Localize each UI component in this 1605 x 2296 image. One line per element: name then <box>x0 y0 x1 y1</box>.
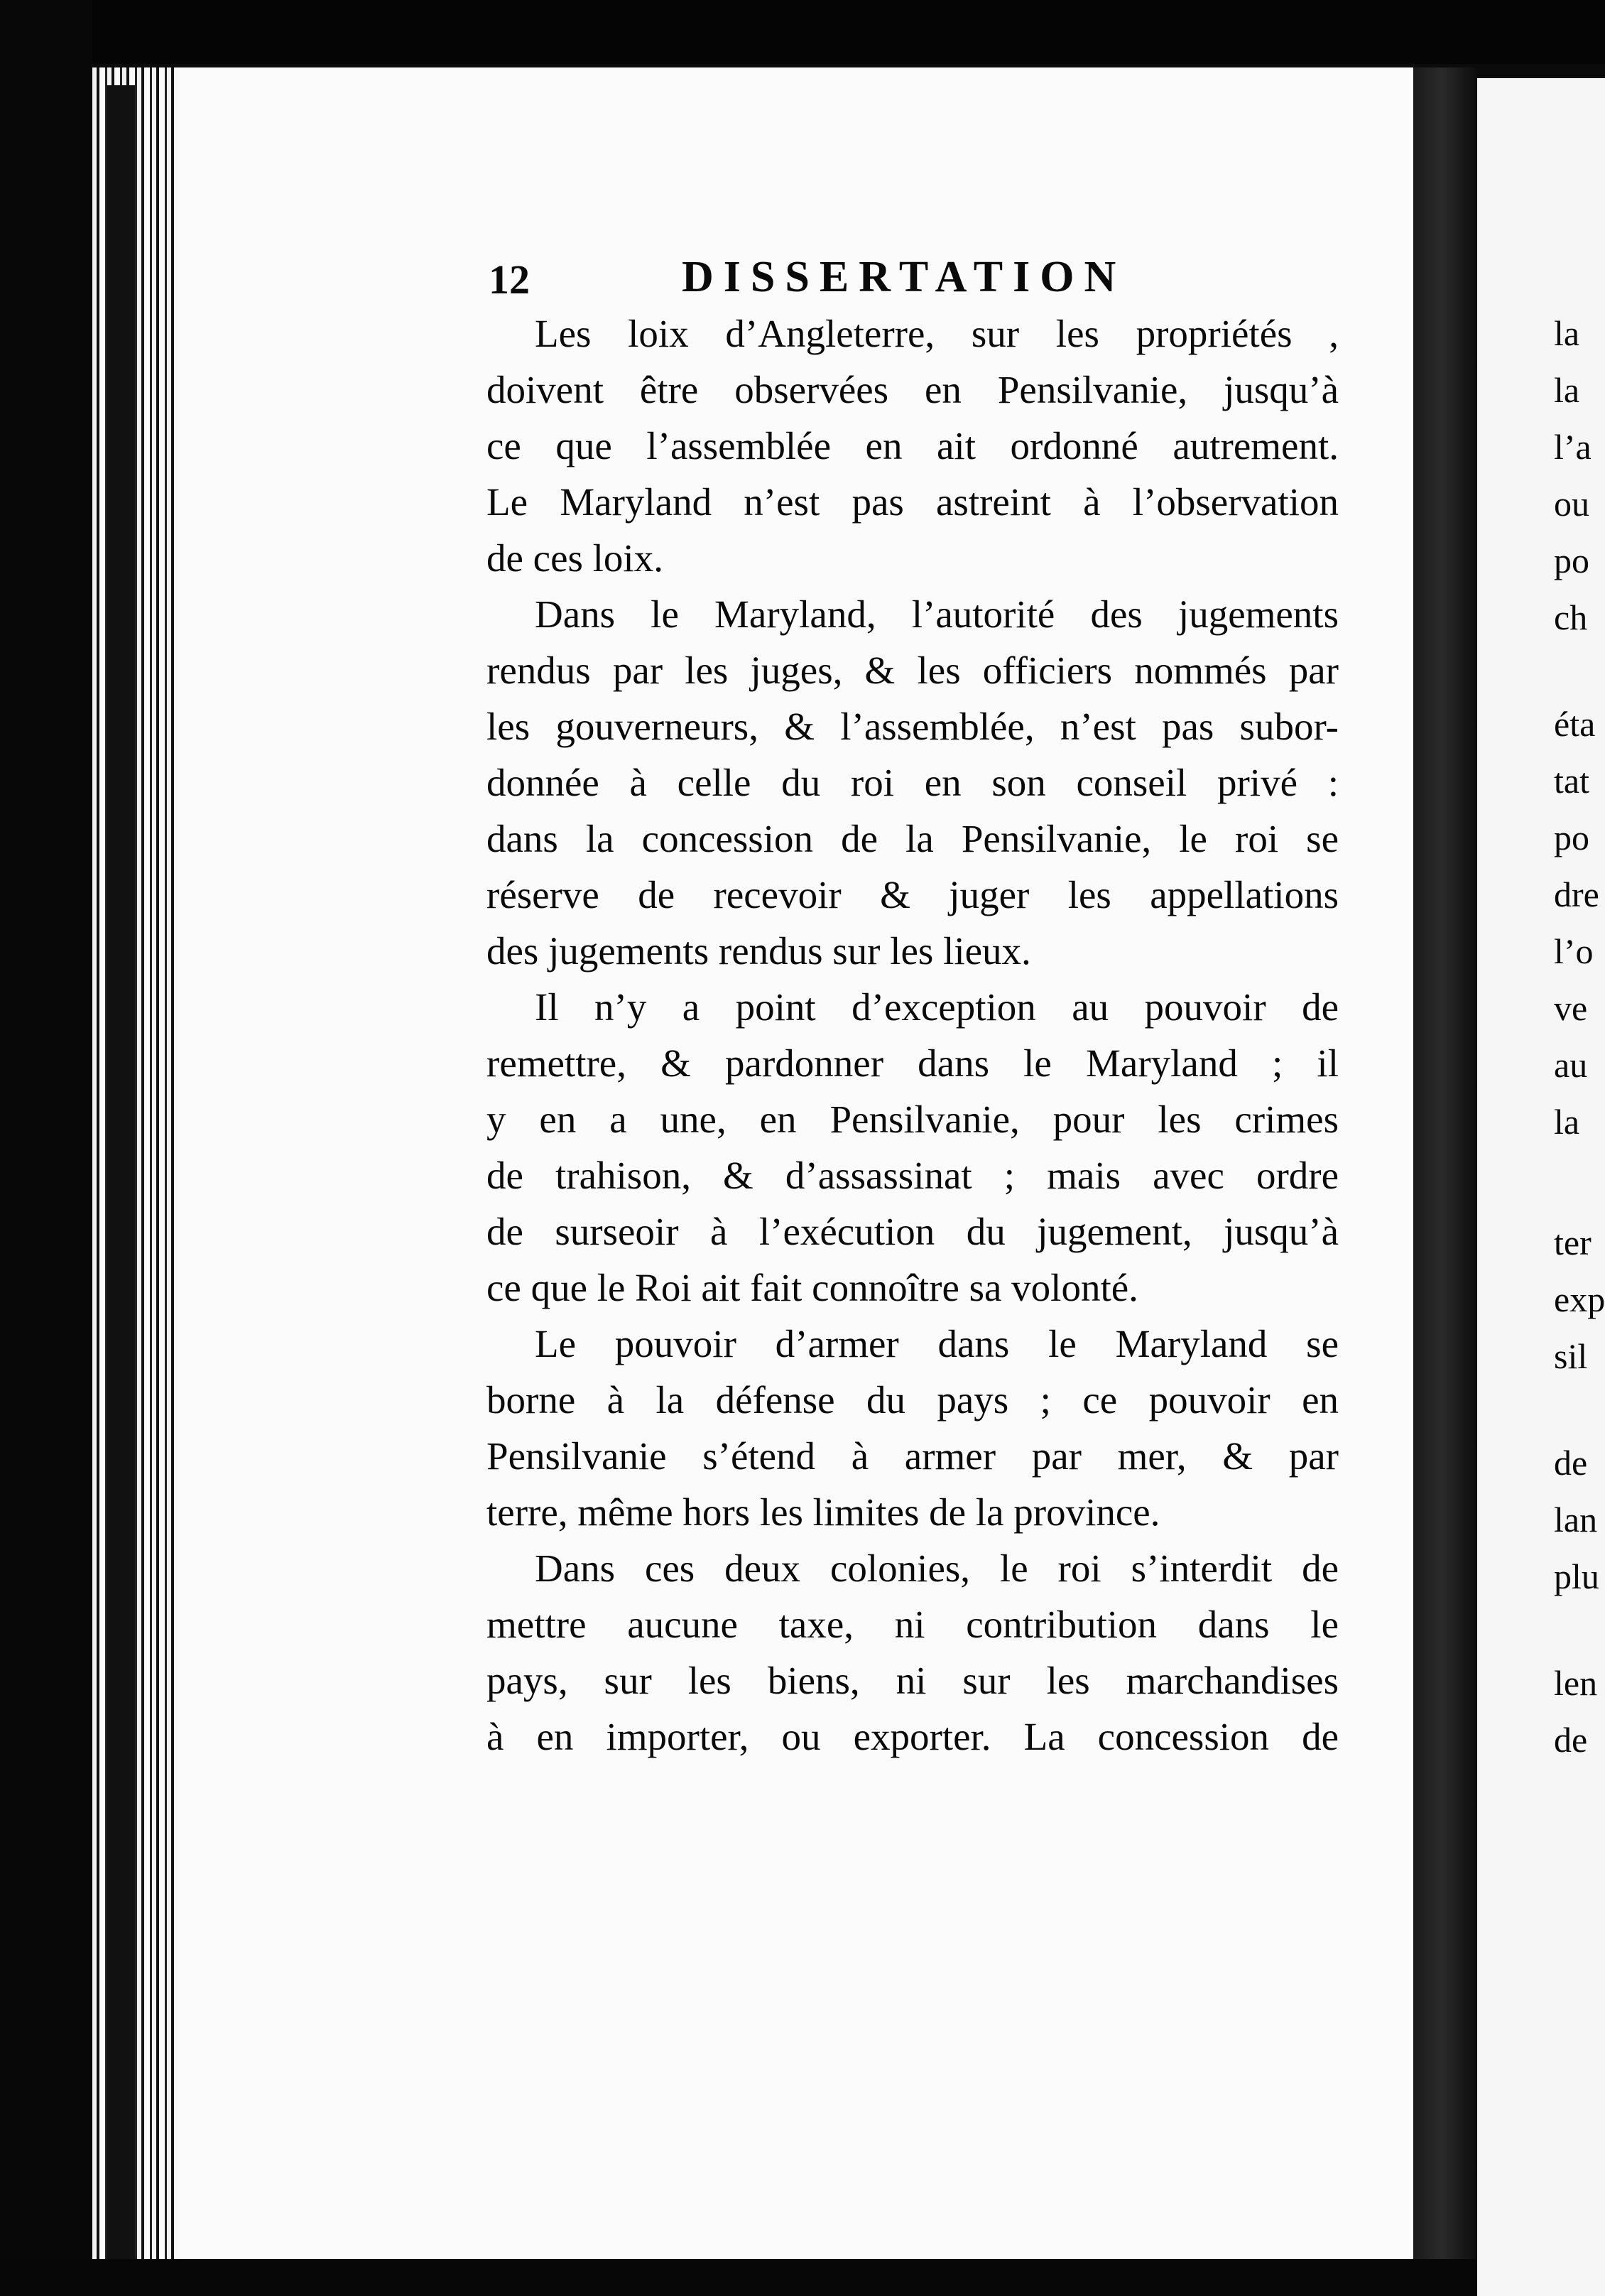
text-line: Le Maryland n’est pas astreint à l’observation <box>486 480 1339 524</box>
facing-page-fragment: l’o <box>1554 931 1594 971</box>
text-line: terre, même hors les limites de la province. <box>486 1490 1160 1534</box>
scan-border-left <box>0 0 92 2296</box>
text-line: réserve de recevoir & juger les appellations <box>486 873 1339 916</box>
facing-page-fragment: sil <box>1554 1336 1588 1376</box>
text-line: Il n’y a point d’exception au pouvoir de <box>535 985 1339 1029</box>
facing-page-fragment: la <box>1554 370 1580 410</box>
text-line: Dans le Maryland, l’autorité des jugements <box>535 592 1339 636</box>
facing-page-fragment: ter <box>1554 1223 1592 1262</box>
facing-page-fragment: po <box>1554 541 1589 580</box>
text-line: dans la concession de la Pensilvanie, le roi se <box>486 817 1339 860</box>
text-line: pays, sur les biens, ni sur les marchandises <box>486 1659 1339 1702</box>
scan-border-bottom <box>0 2259 1477 2296</box>
paragraph-1 <box>486 305 1339 586</box>
text-line: les gouverneurs, & l’assemblée, n’est pas subor- <box>486 705 1339 748</box>
text-line: y en a une, en Pensilvanie, pour les crimes <box>486 1098 1339 1141</box>
paragraph-3 <box>486 979 1339 1316</box>
facing-page-fragment: éta <box>1554 704 1596 744</box>
facing-page-fragment: plu <box>1554 1556 1599 1596</box>
facing-page <box>1477 78 1605 2296</box>
binding-shadow <box>107 85 135 2259</box>
facing-page-fragment: de <box>1554 1443 1588 1483</box>
facing-page-fragment: de <box>1554 1720 1588 1760</box>
book-gutter <box>1413 67 1477 2284</box>
text-line: ce que l’assemblée en ait ordonné autrement. <box>486 424 1339 467</box>
book-page-edges <box>92 67 178 2263</box>
text-line: de trahison, & d’assassinat ; mais avec ordre <box>486 1154 1339 1197</box>
facing-page-fragment: la <box>1554 313 1580 353</box>
text-line: mettre aucune taxe, ni contribution dans le <box>486 1603 1339 1646</box>
facing-page-fragment: ch <box>1554 597 1588 637</box>
text-line: Pensilvanie s’étend à armer par mer, & par <box>486 1434 1339 1478</box>
text-line: Le pouvoir d’armer dans le Maryland se <box>535 1322 1339 1365</box>
text-line: à en importer, ou exporter. La concession de <box>486 1715 1339 1758</box>
text-line: borne à la défense du pays ; ce pouvoir en <box>486 1378 1339 1422</box>
facing-page-fragment: l’a <box>1554 427 1592 467</box>
body-text <box>486 305 1339 1765</box>
facing-page-fragment: au <box>1554 1045 1588 1085</box>
text-line: rendus par les juges, & les officiers nommés par <box>486 649 1339 692</box>
text-line: remettre, & pardonner dans le Maryland ; il <box>486 1041 1339 1085</box>
text-line: de surseoir à l’exécution du jugement, jusqu’à <box>486 1210 1339 1253</box>
paragraph-4 <box>486 1316 1339 1540</box>
facing-page-fragment: len <box>1554 1663 1598 1703</box>
text-line: des jugements rendus sur les lieux. <box>486 929 1031 973</box>
paragraph-5 <box>486 1540 1339 1765</box>
facing-page-fragment: exp <box>1554 1279 1605 1319</box>
text-line: donnée à celle du roi en son conseil privé : <box>486 761 1339 804</box>
facing-page-fragment: po <box>1554 818 1589 857</box>
page-number: 12 <box>489 256 530 303</box>
facing-page-fragment: ou <box>1554 484 1589 524</box>
facing-page-fragment: tat <box>1554 761 1589 801</box>
text-line: Dans ces deux colonies, le roi s’interdit de <box>535 1547 1339 1590</box>
text-line: de ces loix. <box>486 536 663 580</box>
facing-page-fragment: la <box>1554 1102 1580 1142</box>
running-title: DISSERTATION <box>682 253 1126 301</box>
scan-border-top <box>0 0 1605 64</box>
text-line: Les loix d’Angleterre, sur les propriétés , <box>535 312 1339 355</box>
facing-page-fragment: lan <box>1554 1500 1598 1539</box>
facing-page-fragment: ve <box>1554 988 1588 1028</box>
text-line: ce que le Roi ait fait connoître sa volonté. <box>486 1266 1138 1309</box>
facing-page-fragment: dre <box>1554 874 1599 914</box>
paragraph-2 <box>486 586 1339 979</box>
text-line: doivent être observées en Pensilvanie, jusqu’à <box>486 368 1339 411</box>
